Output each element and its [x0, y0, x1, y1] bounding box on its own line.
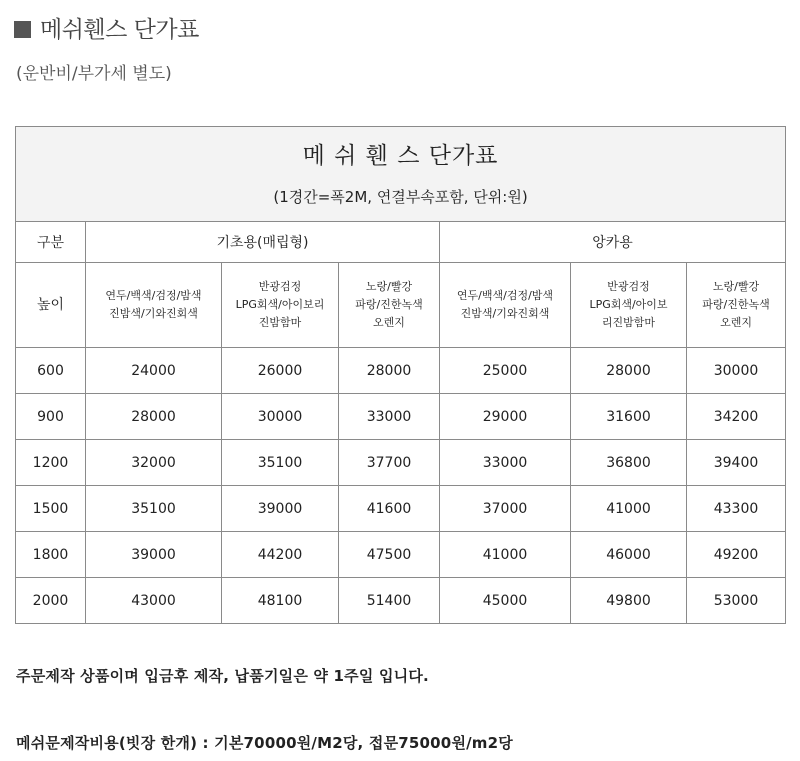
price-table [15, 126, 786, 624]
price-cell: 37000 [440, 486, 571, 532]
color-header-line: LPG회색/아이보 [589, 298, 668, 311]
price-cell: 47500 [339, 532, 440, 578]
color-header-line: 반광검정 [607, 280, 650, 293]
height-cell: 2000 [16, 578, 86, 624]
table-subtitle: (1경간=폭2M, 연결부속포함, 단위:원) [273, 188, 528, 206]
color-header-line: 오렌지 [373, 316, 405, 329]
table-title-row [16, 127, 786, 222]
price-cell: 31600 [571, 394, 687, 440]
price-cell: 24000 [86, 348, 222, 394]
color-header-cell [86, 263, 222, 348]
color-header-cell [440, 263, 571, 348]
color-header-line: 연두/백색/검정/밤색 [456, 289, 554, 302]
group-foundation-cell: 기초용(매립형) [86, 222, 440, 263]
price-cell: 39400 [687, 440, 786, 486]
price-cell: 45000 [440, 578, 571, 624]
height-cell: 1500 [16, 486, 86, 532]
color-header-line: LPG회색/아이보리 [235, 298, 325, 311]
note-production: 주문제작 상품이며 입금후 제작, 납품기일은 약 1주일 입니다. [16, 667, 429, 685]
height-cell: 1200 [16, 440, 86, 486]
height-cell: 600 [16, 348, 86, 394]
price-cell: 43300 [687, 486, 786, 532]
price-cell: 41000 [440, 532, 571, 578]
color-header-line: 반광검정 [258, 280, 302, 293]
price-cell: 30000 [687, 348, 786, 394]
price-cell: 25000 [440, 348, 571, 394]
price-cell: 53000 [687, 578, 786, 624]
height-cell: 900 [16, 394, 86, 440]
price-cell: 39000 [86, 532, 222, 578]
price-cell: 30000 [222, 394, 339, 440]
table-row [16, 394, 786, 440]
price-cell: 43000 [86, 578, 222, 624]
table-row [16, 440, 786, 486]
price-cell: 28000 [86, 394, 222, 440]
table-title: 메 쉬 휀 스 단가표 [302, 143, 499, 169]
note-door-cost: 메쉬문제작비용(빗장 한개) : 기본70000원/M2당, 접문75000원/m2당 [16, 734, 513, 752]
table-title-cell [16, 127, 786, 222]
price-cell: 49200 [687, 532, 786, 578]
height-cell: 1800 [16, 532, 86, 578]
group-anchor-cell: 앙카용 [440, 222, 786, 263]
page-title: 메쉬휀스 단가표 [40, 17, 199, 43]
color-header-line: 파랑/진한녹색 [355, 298, 423, 311]
price-cell: 28000 [571, 348, 687, 394]
page-heading [14, 14, 199, 46]
color-header-cell [571, 263, 687, 348]
group-header-row [16, 222, 786, 263]
price-cell: 37700 [339, 440, 440, 486]
color-header-cell [222, 263, 339, 348]
price-cell: 51400 [339, 578, 440, 624]
height-label-cell: 높이 [16, 263, 86, 348]
table-row [16, 532, 786, 578]
table-row [16, 578, 786, 624]
price-cell: 32000 [86, 440, 222, 486]
table-row [16, 486, 786, 532]
color-header-line: 리진밤함마 [601, 316, 656, 329]
price-cell: 49800 [571, 578, 687, 624]
color-header-line: 오렌지 [720, 316, 752, 329]
price-cell: 29000 [440, 394, 571, 440]
color-header-line: 진밤색/기와진회색 [109, 307, 198, 320]
color-header-row [16, 263, 786, 348]
price-cell: 48100 [222, 578, 339, 624]
price-cell: 36800 [571, 440, 687, 486]
price-cell: 35100 [222, 440, 339, 486]
page-subtitle: (운반비/부가세 별도) [16, 64, 172, 84]
color-header-line: 진밤색/기와진회색 [460, 307, 550, 320]
color-header-line: 진밤함마 [258, 316, 302, 329]
square-bullet-icon [14, 21, 31, 38]
color-header-cell [339, 263, 440, 348]
table-row [16, 348, 786, 394]
price-cell: 41600 [339, 486, 440, 532]
price-cell: 28000 [339, 348, 440, 394]
color-header-line: 노랑/빨강 [712, 280, 760, 293]
price-cell: 33000 [440, 440, 571, 486]
color-header-line: 파랑/진한녹색 [702, 298, 770, 311]
price-cell: 41000 [571, 486, 687, 532]
price-cell: 44200 [222, 532, 339, 578]
color-header-line: 연두/백색/검정/밤색 [105, 289, 202, 302]
price-cell: 26000 [222, 348, 339, 394]
price-cell: 39000 [222, 486, 339, 532]
group-label-cell: 구분 [16, 222, 86, 263]
price-cell: 35100 [86, 486, 222, 532]
price-cell: 46000 [571, 532, 687, 578]
price-cell: 33000 [339, 394, 440, 440]
color-header-cell [687, 263, 786, 348]
color-header-line: 노랑/빨강 [365, 280, 413, 293]
price-cell: 34200 [687, 394, 786, 440]
